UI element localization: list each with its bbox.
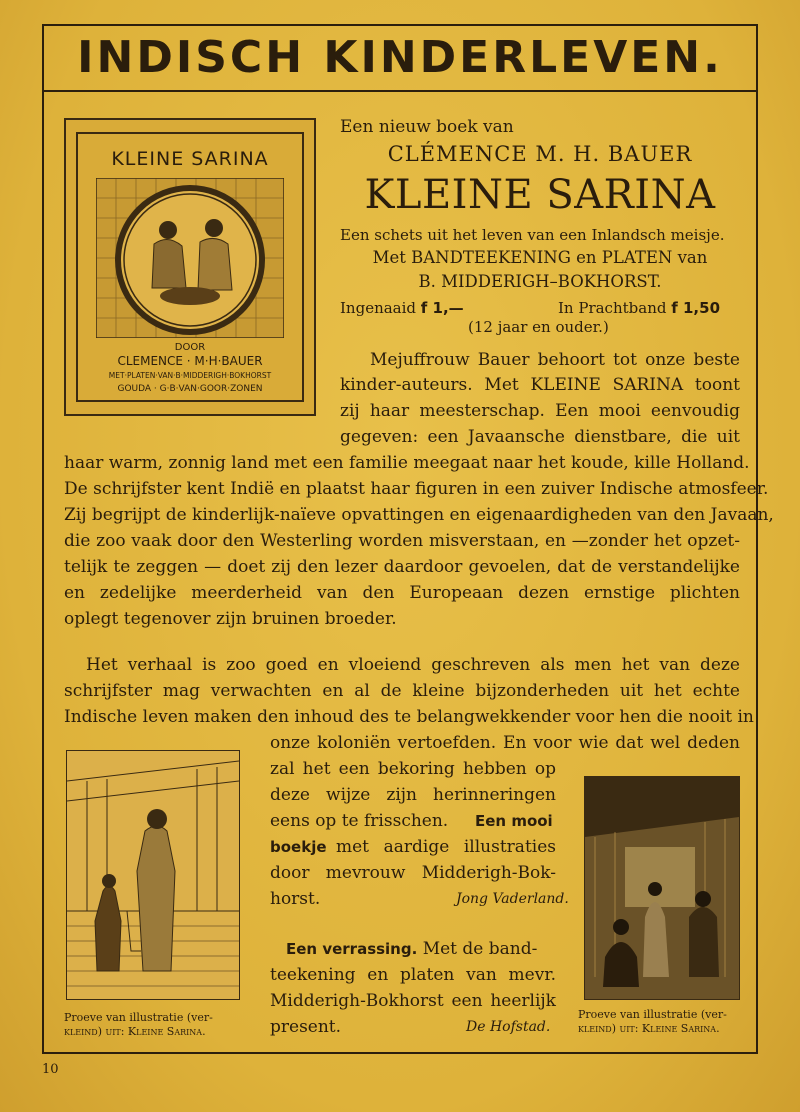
review1-line-8: die zoo vaak door den Westerling worden misverstaan, en —zonder het opzet- xyxy=(64,531,740,551)
cover-illustration xyxy=(96,178,284,338)
review2-line-6: deze wijze zijn herinneringen xyxy=(270,785,556,805)
review2-line-10: door mevrouw Midderigh-Bok- xyxy=(270,863,556,883)
review3-source: De Hofstad. xyxy=(466,1019,551,1035)
left-illustration-drawing xyxy=(67,751,239,999)
review1-line-7: Zij begrijpt de kinderlijk-naïeve opvattingen en eigenaardigheden van den Javaan, xyxy=(64,505,774,525)
review2-emphasis-1: Een mooi xyxy=(475,812,553,830)
review2-line-4: onze koloniën vertoefden. En voor wie dat wel deden xyxy=(270,733,740,753)
review1-line-1: Mejuffrouw Bauer behoort tot onze beste xyxy=(370,350,740,370)
review2-line-1: Het verhaal is zoo goed en vloeiend geschreven als men het van deze xyxy=(86,655,740,675)
cover-publisher: GOUDA · G·B·VAN·GOOR·ZONEN xyxy=(117,384,263,394)
book-cover-image xyxy=(64,118,316,416)
cover-author: CLEMENCE · M·H·BAUER xyxy=(117,354,263,368)
left-caption-line-2: kleind) uit: Kleine Sarina. xyxy=(64,1025,206,1038)
right-caption-line-2: kleind) uit: Kleine Sarina. xyxy=(578,1022,720,1035)
review1-line-3: zij haar meesterschap. Een mooi eenvoudig xyxy=(340,401,740,421)
age-note: (12 jaar en ouder.) xyxy=(468,318,609,336)
review1-line-4: gegeven: een Javaansche dienstbare, die uit xyxy=(340,427,740,447)
price-right xyxy=(558,299,720,317)
review3-line-1 xyxy=(286,939,537,959)
right-caption-line-1: Proeve van illustratie (ver- xyxy=(578,1008,727,1021)
ad-author: CLÉMENCE M. H. BAUER xyxy=(387,142,693,166)
price-left-value: f 1,— xyxy=(420,299,464,317)
review1-line-6: De schrijfster kent Indië en plaatst haar figuren in een zuiver Indische atmosfeer. xyxy=(64,479,769,499)
review3-line-4: present. xyxy=(270,1017,342,1037)
review2-line-7-text: eens op te frisschen. xyxy=(270,811,449,831)
ad-plates-line1: Met BANDTEEKENING en PLATEN van xyxy=(372,248,708,267)
review2-line-7 xyxy=(270,811,448,831)
review2-source: Jong Vaderland. xyxy=(456,891,569,907)
review2-emphasis-2: boekje xyxy=(270,838,327,856)
ad-subtitle: Een schets uit het leven van een Inlandsch meisje. xyxy=(340,226,725,244)
review3-line-1-rest: Met de band- xyxy=(422,939,538,959)
review1-line-5: haar warm, zonnig land met een familie meegaat naar het koude, kille Holland. xyxy=(64,453,750,473)
cover-door: DOOR xyxy=(174,342,206,353)
review2-line-5: zal het een bekoring hebben op xyxy=(270,759,556,779)
right-illustration-drawing xyxy=(585,777,739,999)
review2-line-3: Indische leven maken den inhoud des te belangwekkender voor hen die nooit in xyxy=(64,707,754,727)
review2-line-2: schrijfster mag verwachten en al de kleine bijzonderheden uit het echte xyxy=(64,681,740,701)
page-title: INDISCH KINDERLEVEN. xyxy=(42,24,758,92)
review1-line-10: en zedelijke meerderheid van den Europeaan dezen ernstige plichten xyxy=(64,583,740,603)
review2-line-9: met aardige illustraties xyxy=(336,837,556,857)
review1-line-11: oplegt tegenover zijn bruinen broeder. xyxy=(64,609,397,629)
left-caption-line-1: Proeve van illustratie (ver- xyxy=(64,1011,213,1024)
price-right-value: f 1,50 xyxy=(671,299,721,317)
review1-line-2: kinder-auteurs. Met KLEINE SARINA toont xyxy=(340,375,740,395)
ad-intro: Een nieuw boek van xyxy=(340,117,514,137)
price-left-label: Ingenaaid xyxy=(340,299,417,317)
price-left xyxy=(340,299,464,317)
left-illustration xyxy=(66,750,240,1000)
cover-title: KLEINE SARINA xyxy=(111,148,269,170)
review3-line-2: teekening en platen van mevr. xyxy=(270,965,556,985)
right-illustration xyxy=(584,776,740,1000)
review3-bold: Een verrassing. xyxy=(286,940,418,958)
review2-line-11: horst. xyxy=(270,889,321,909)
review1-line-9: telijk te zeggen — doet zij den lezer daardoor gevoelen, dat de verstandelijke xyxy=(64,557,740,577)
review3-line-3: Midderigh-Bokhorst een heerlijk xyxy=(270,991,556,1011)
price-right-label: In Prachtband xyxy=(558,299,667,317)
page-number: 10 xyxy=(42,1062,59,1077)
ad-book-title: KLEINE SARINA xyxy=(364,172,716,218)
ad-plates-line2: B. MIDDERIGH–BOKHORST. xyxy=(418,272,662,291)
cover-illustrator: MET·PLATEN·VAN·B·MIDDERIGH·BOKHORST xyxy=(108,371,272,380)
